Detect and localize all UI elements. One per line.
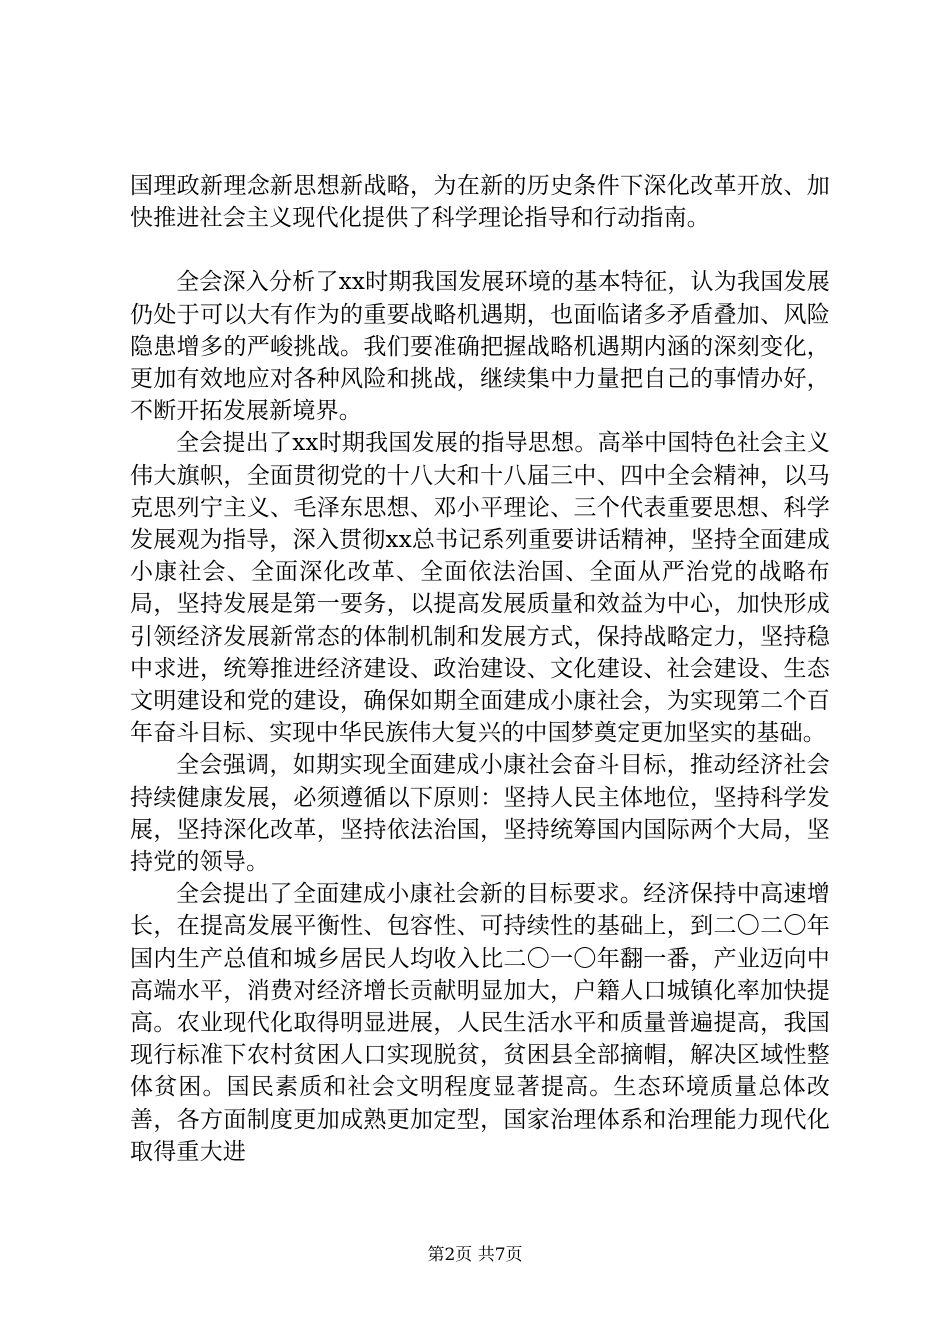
paragraph-continued: 国理政新理念新思想新战略，为在新的历史条件下深化改革开放、加快推进社会主义现代化提供了科学理论指导和行动指南。 (130, 173, 830, 232)
paragraph-gap (130, 234, 830, 266)
paragraph-guiding-thought: 全会提出了xx时期我国发展的指导思想。高举中国特色社会主义伟大旗帜，全面贯彻党的十八大和十八届三中、四中全会精神，以马克思列宁主义、毛泽东思想、邓小平理论、三个代表重要思想、科学发展观为指导，深入贯彻xx总书记系列重要讲话精神，坚持全面建成小康社会、全面深化改革、全面依法治国、全面从严治党的战略布局，坚持发展是第一要务，以提高发展质量和效益为中心，加快形成引领经济发展新常态的体制机制和发展方式，保持战略定力，坚持稳中求进，统筹推进经济建设、政治建设、文化建设、社会建设、生态文明建设和党的建设，确保如期全面建成小康社会，为实现第二个百年奋斗目标、实现中华民族伟大复兴的中国梦奠定更加坚实的基础。 (130, 430, 830, 747)
paragraph-principles: 全会强调，如期实现全面建成小康社会奋斗目标，推动经济社会持续健康发展，必须遵循以下原则：坚持人民主体地位，坚持科学发展，坚持深化改革，坚持依法治国，坚持统筹国内国际两个大局，坚持党的领导。 (130, 752, 830, 876)
paragraph-development-environment: 全会深入分析了xx时期我国发展环境的基本特征，认为我国发展仍处于可以大有作为的重要战略机遇期，也面临诸多矛盾叠加、风险隐患增多的严峻挑战。我们要准确把握战略机遇期内涵的深刻变化，更加有效地应对各种风险和挑战，继续集中力量把自己的事情办好，不断开拓发展新境界。 (130, 269, 830, 425)
paragraph-goals: 全会提出了全面建成小康社会新的目标要求。经济保持中高速增长，在提高发展平衡性、包容性、可持续性的基础上，到二〇二〇年国内生产总值和城乡居民人均收入比二〇一〇年翻一番，产业迈向中高端水平，消费对经济增长贡献明显加大，户籍人口城镇化率加快提高。农业现代化取得明显进展，人民生活水平和质量普遍提高，我国现行标准下农村贫困人口实现脱贫，贫困县全部摘帽，解决区域性整体贫困。国民素质和社会文明程度显著提高。生态环境质量总体改善，各方面制度更加成熟更加定型，国家治理体系和治理能力现代化取得重大进 (130, 881, 830, 1165)
page-number-footer: 第2页 共7页 (427, 1245, 523, 1265)
document-body (130, 170, 830, 1168)
